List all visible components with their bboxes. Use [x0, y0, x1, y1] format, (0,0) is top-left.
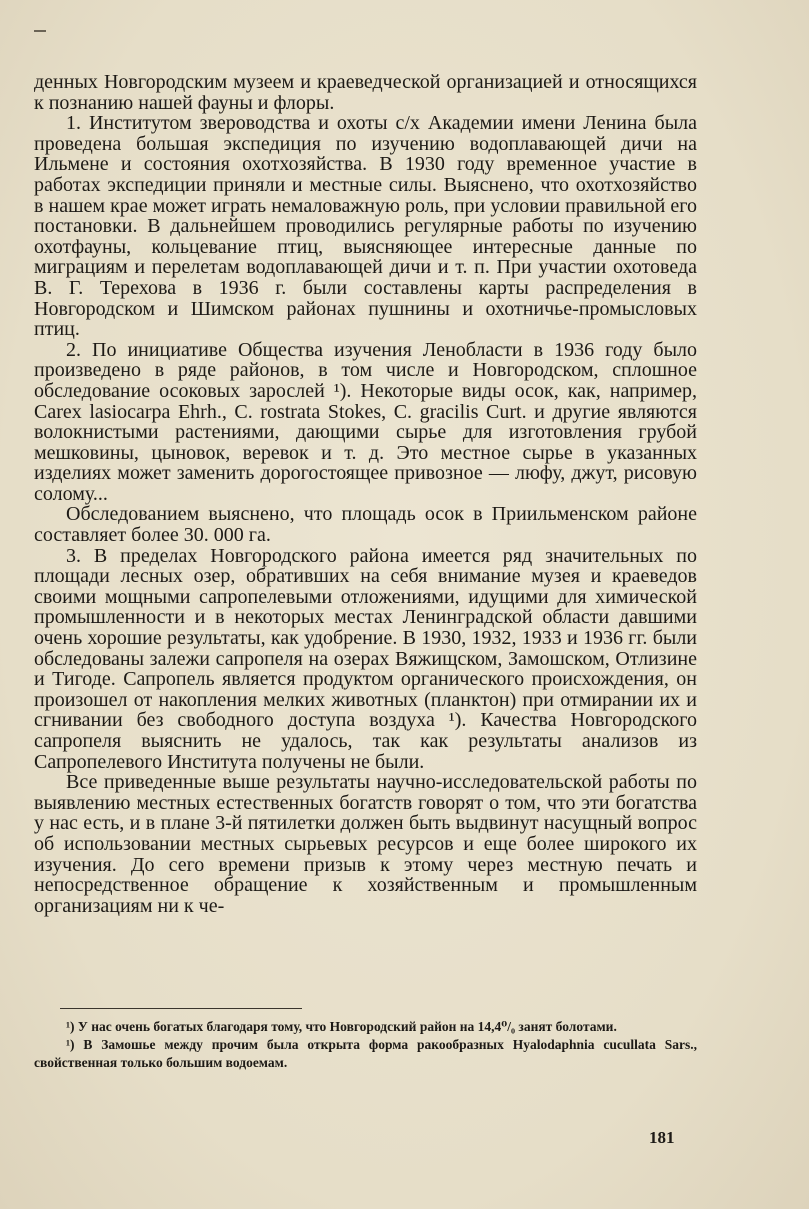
footnote-1: ¹) У нас очень богатых благодаря тому, что Новгородский район на 14,4⁰/₀ занят болотами.	[66, 1019, 617, 1034]
paragraph-item-1: 1. Институтом звероводства и охоты с/х Академии имени Ленина была проведена большая экспедиция по изучению водоплавающей дичи на Ильмене и состояния охотхозяйства. В 1930 году временное участие в работах экспедиции приняли и местные силы. Выяснено, что охотхозяйство в нашем крае может играть немаловажную роль, при условии правильной его постановки. В дальнейшем проводились регулярные работы по изучению охотфауны, кольцевание птиц, выясняющее интересные данные по миграциям и перелетам водоплавающей дичи и т. п. При участии охотоведа В. Г. Терехова в 1936 г. были составлены карты распределения в Новгородском и Шимском районах пушнины и охотничье-промысловых птиц.	[34, 112, 697, 341]
footnote-2: ¹) В Замошье между прочим была открыта форма ракообразных Hyalodaphnia cucullata Sars., свойственная только большим водоемам.	[34, 1037, 697, 1070]
page-corner-mark	[34, 30, 46, 32]
paragraph-item-2: 2. По инициативе Общества изучения Ленобласти в 1936 году было произведено в ряде районов, в том числе и Новгородском, сплошное обследование осоковых зарослей ¹). Некоторые виды осок, как, например, Carex lasiocarpa Ehrh., C. rostrata Stokes, C. gracilis Curt. и другие являются волокнистыми растениями, дающими сырье для изготовления грубой мешковины, цыновок, веревок и т. д. Это местное сырье в указанных изделиях может заменить дорогостоящее привозное — люфу, джут, рисовую солому...	[34, 338, 697, 505]
paragraph-item-3: 3. В пределах Новгородского района имеется ряд значительных по площади лесных озер, обративших на себя внимание музея и краеведов своими мощными сапропелевыми отложениями, идущими для химической промышленности и в некоторых местах Ленинградской области давшими очень хорошие результаты, как удобрение. В 1930, 1932, 1933 и 1936 гг. были обследованы залежи сапропеля на озерах Вяжищском, Замошском, Отлизине и Тигоде. Сапропель является продуктом органического происхождения, он произошел от накопления мелких животных (планктон) при отмирании их и сгнивании без свободного доступа воздуха ¹). Качества Новгородского сапропеля выяснить не удалось, так как результаты анализов из Сапропелевого Института получены не были.	[34, 544, 697, 773]
page-number: 181	[649, 1128, 675, 1147]
footnote-divider	[60, 1008, 302, 1009]
paragraph-sedge-area: Обследованием выяснено, что площадь осок в Приильменском районе составляет более 30. 000 га.	[34, 503, 697, 547]
footnotes	[34, 1018, 697, 1072]
paragraph-continuation: денных Новгородским музеем и краеведческой организацией и относящихся к познанию нашей фауны и флоры.	[34, 71, 697, 114]
body-text	[34, 72, 697, 916]
paragraph-conclusion: Все приведенные выше результаты научно-исследовательской работы по выявлению местных естественных богатств говорят о том, что эти богатства у нас есть, и в плане 3-й пятилетки должен быть выдвинут насущный вопрос об использовании местных сырьевых ресурсов и еще более широкого их изучения. До сего времени призыв к этому через местную печать и непосредственное обращение к хозяйственным и промышленным организациям ни к че-	[34, 771, 697, 917]
